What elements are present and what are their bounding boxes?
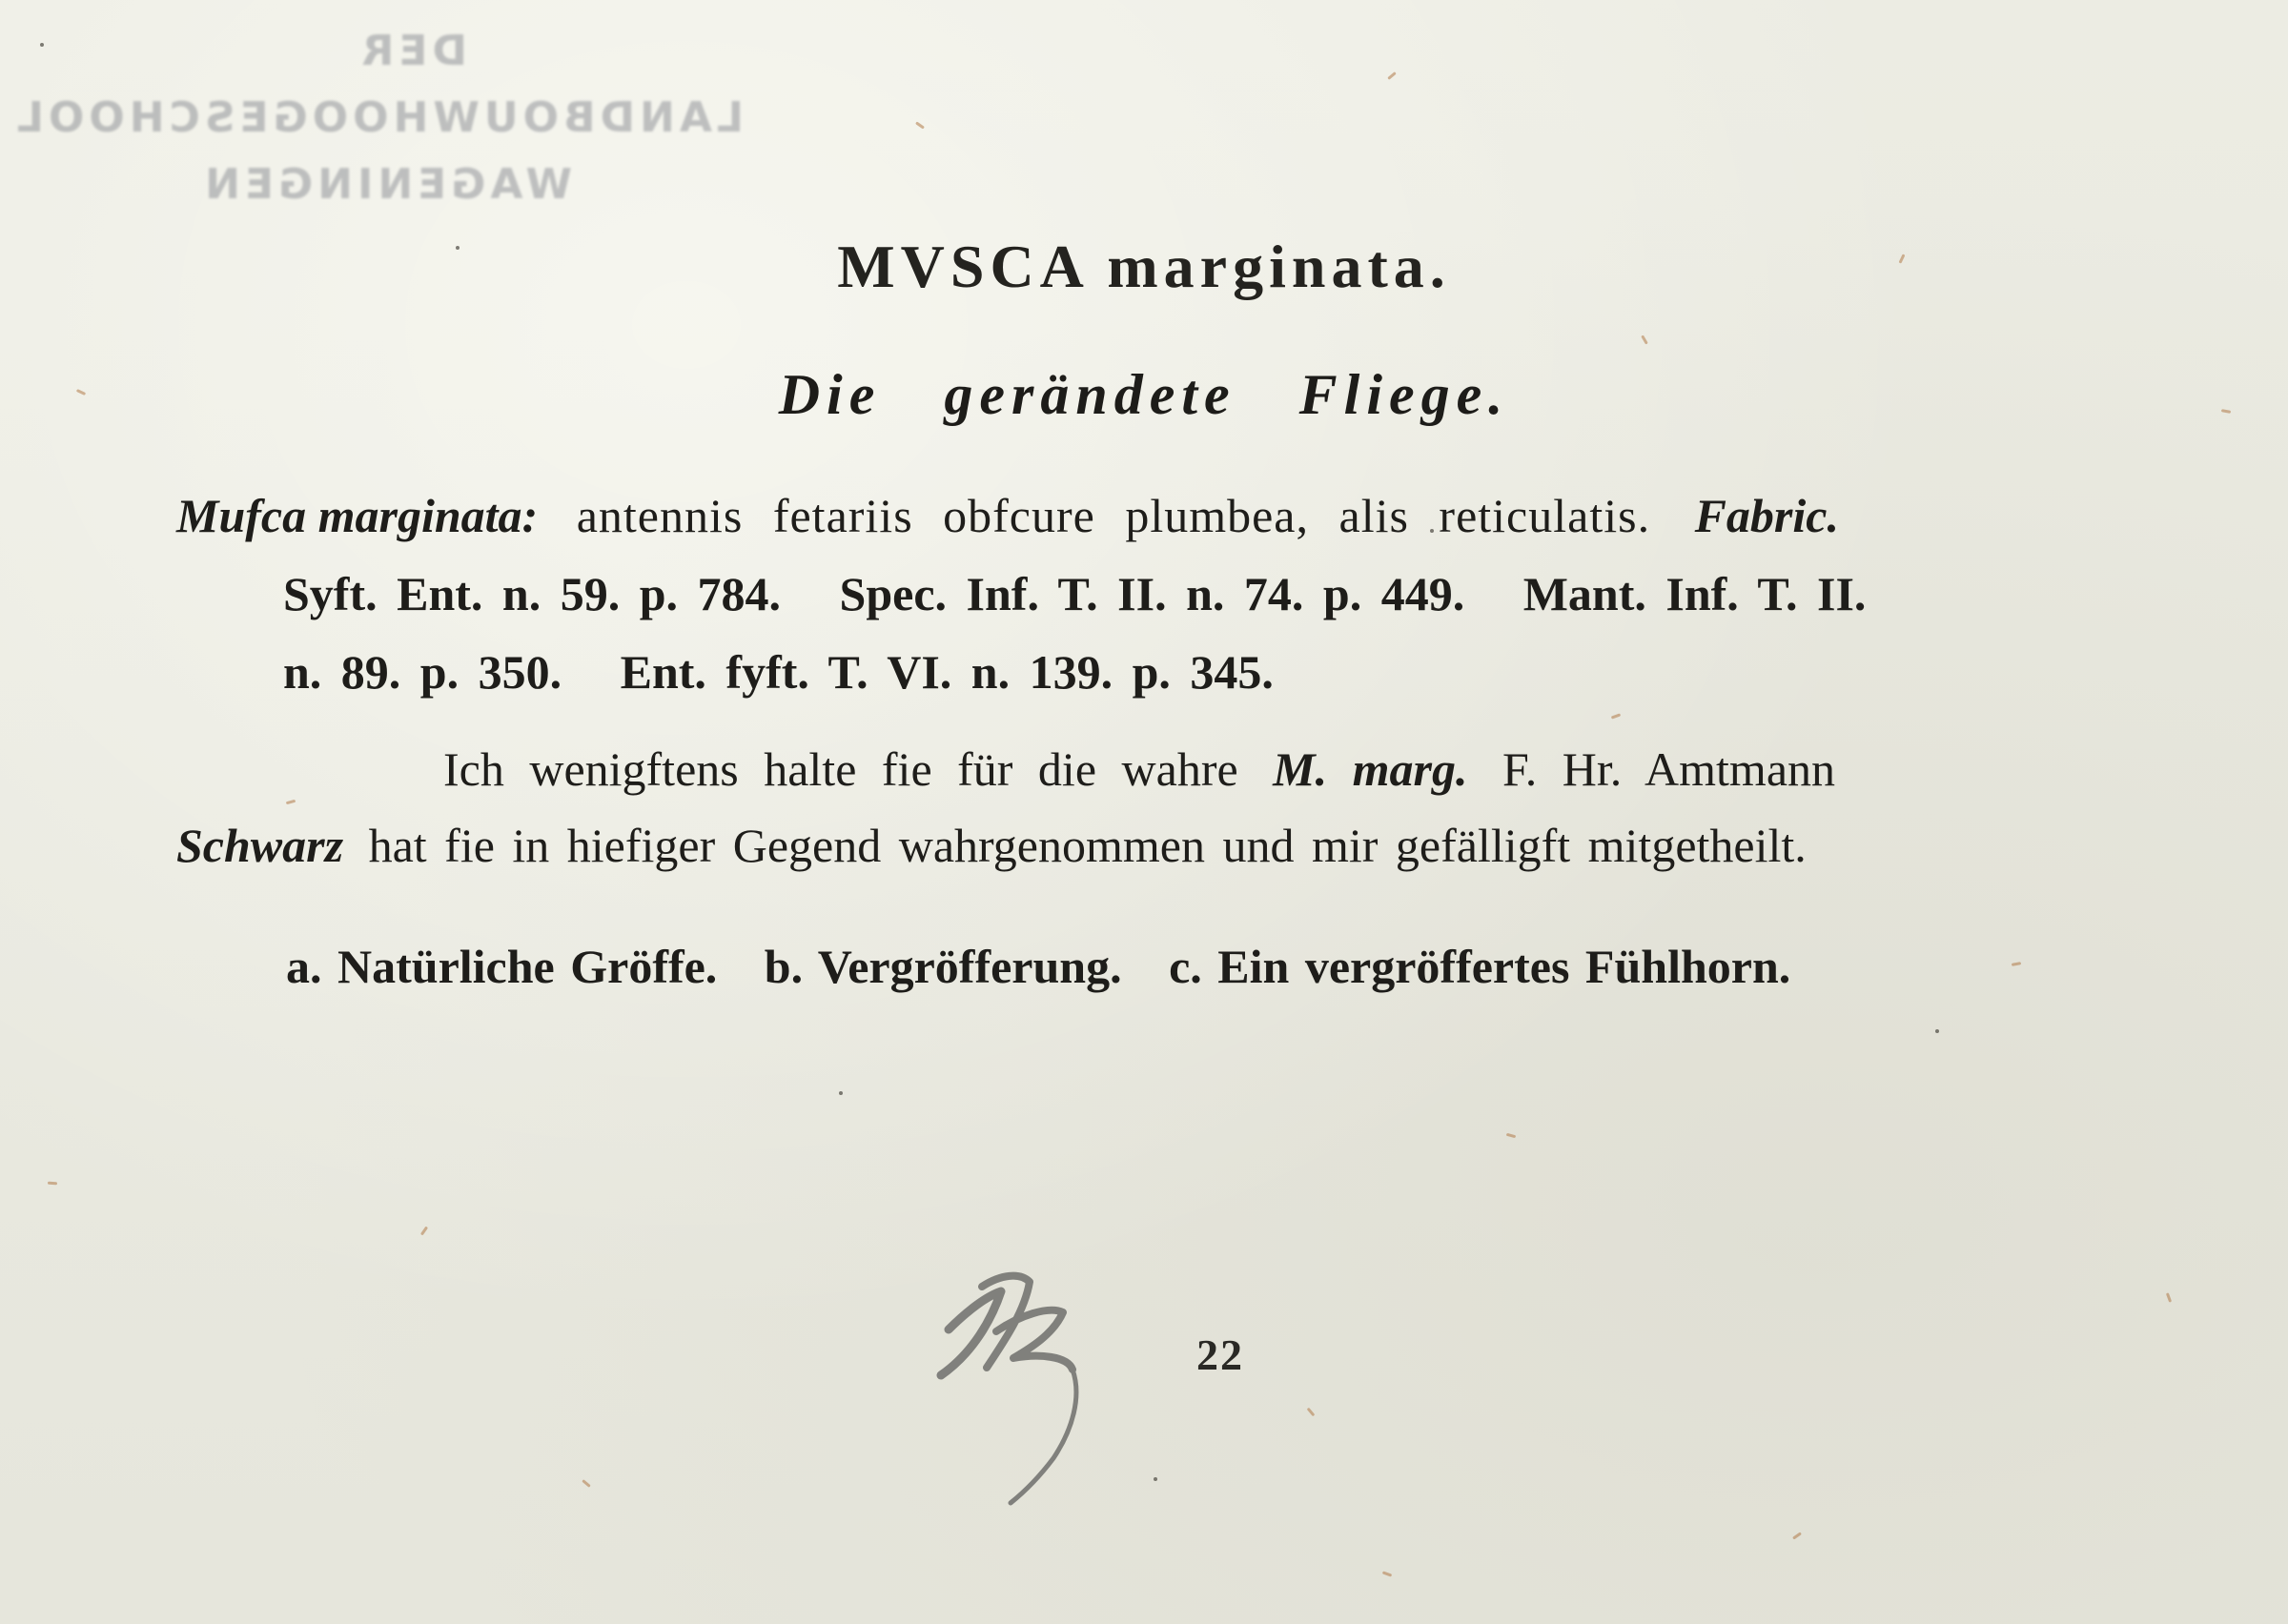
library-stamp [11, 17, 753, 236]
synonymy-line-3: n. 89. p. 350. Ent. fyft. T. VI. n. 139. p. 345. [283, 645, 1274, 699]
stamp-line: WAGENINGEN [200, 160, 572, 209]
species-name: Mufca marginata: [176, 489, 539, 542]
synonymy-paragraph [176, 488, 2140, 726]
species-abbrev: M. marg. [1273, 742, 1468, 796]
note-text: F. Hr. Amtmann [1502, 742, 1836, 796]
page-title: MVSCA marginata. [837, 233, 1451, 300]
author-citation: Fabric. [1694, 489, 1839, 542]
page-subtitle: Die gerändete Fliege. [778, 363, 1510, 426]
page-number: 22 [1196, 1330, 1244, 1379]
synonymy-line-2: Syft. Ent. n. 59. p. 784. Spec. Inf. T. II. n. 74. p. 449. Mant. Inf. T. II. [283, 567, 1867, 620]
figure-captions [286, 939, 2002, 1005]
person-name: Schwarz [176, 819, 344, 872]
synonymy-line-1 [176, 488, 1839, 543]
note-text: hat fie in hiefiger Gegend wahrgenommen und mir gefälligft mitgetheilt. [368, 819, 1807, 872]
stamp-line: LANDBOUWHOOGESCHOOL [11, 93, 744, 142]
note-line-1 [443, 741, 1835, 797]
note-line-2 [176, 818, 1807, 873]
note-text: Ich wenigftens halte fie für die wahre [443, 742, 1238, 796]
diagnosis-text: antennis fetariis obfcure plumbea, alis reticulatis. [576, 489, 1651, 542]
pencil-mark-icon [930, 1263, 1125, 1511]
caption-line: a. Natürliche Gröffe. b. Vergröfferung. c. Ein vergröffertes Fühlhorn. [286, 940, 1791, 993]
stamp-line: DER [357, 27, 467, 75]
note-paragraph [176, 741, 2140, 875]
